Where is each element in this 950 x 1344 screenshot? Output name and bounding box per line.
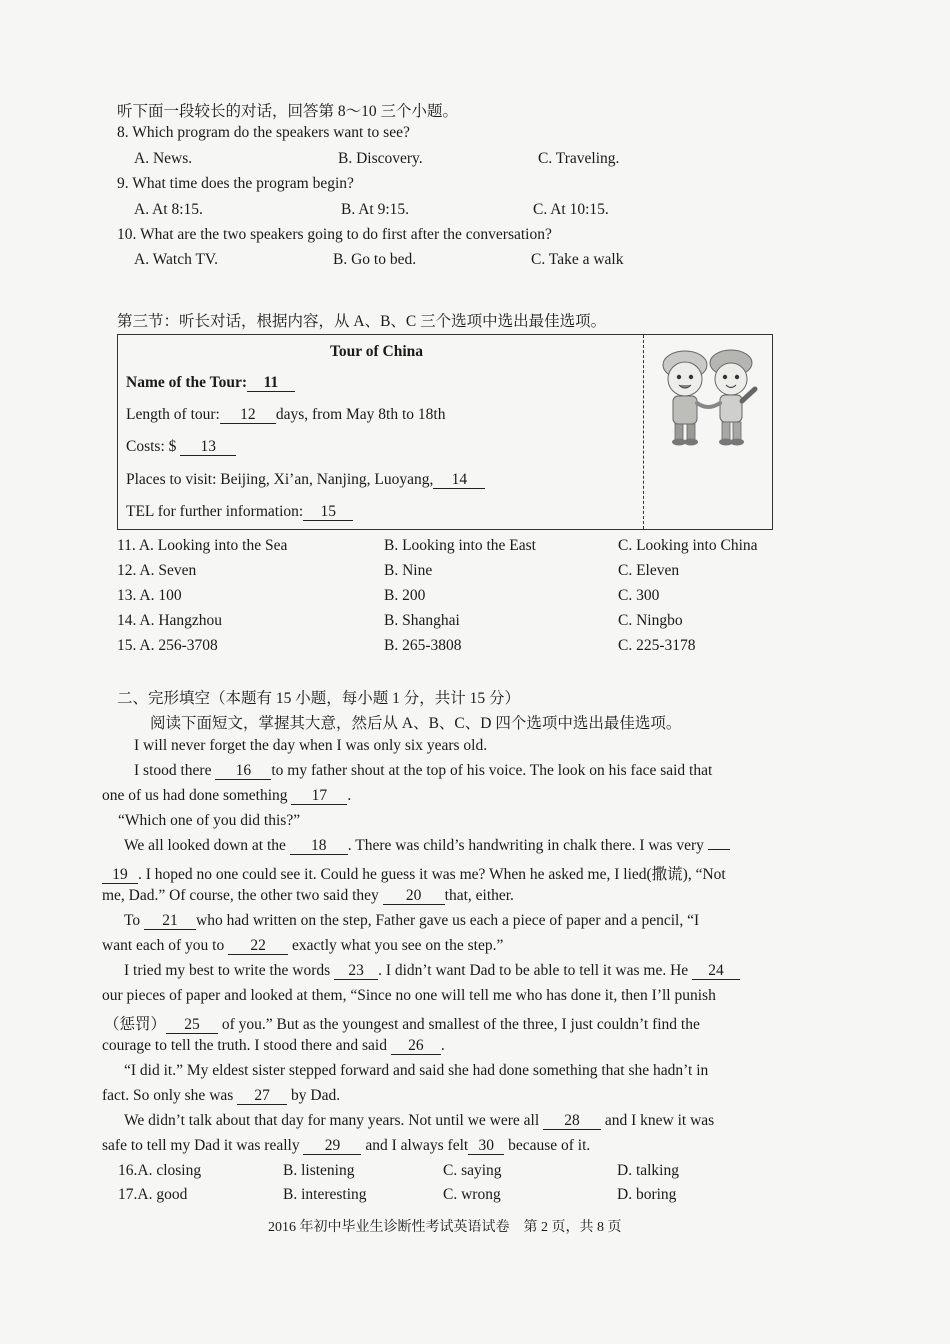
text-segment: . (347, 787, 352, 804)
tour-tel-row (126, 503, 353, 521)
tour-name-label: Name of the Tour: (126, 374, 247, 391)
tour-title: Tour of China (330, 343, 424, 360)
cloze-p3: “Which one of you did this?” (118, 812, 301, 829)
tour-costs-label: Costs: $ (126, 438, 177, 455)
text-segment: want each of you to (102, 937, 225, 954)
blank-19: 19 (102, 867, 138, 884)
text-segment: safe to tell my Dad it was really (102, 1137, 300, 1154)
cloze-line-13 (102, 1037, 445, 1055)
blank-14: 14 (433, 472, 485, 489)
text-segment: . I didn’t want Dad to be able to tell it was me. He (378, 962, 689, 979)
q10-option-b: B. Go to bed. (333, 251, 417, 268)
q14-option-b: B. Shanghai (384, 612, 460, 629)
q16-option-a: 16.A. closing (118, 1162, 202, 1179)
text-segment: me, Dad.” Of course, the other two said they (102, 887, 379, 904)
text-segment: To (124, 912, 141, 929)
q8-option-a: A. News. (134, 150, 193, 167)
blank-21: 21 (144, 913, 196, 930)
blank-18: 18 (290, 838, 348, 855)
text-segment: because of it. (508, 1137, 591, 1154)
section3-instruction: 第三节：听长对话，根据内容，从 A、B、C 三个选项中选出最佳选项。 (117, 313, 607, 330)
text-segment: exactly what you see on the step.” (292, 937, 504, 954)
question-8: 8. Which program do the speakers want to see? (117, 124, 410, 141)
cloze-line-2 (134, 762, 712, 780)
cloze-line-8 (124, 912, 699, 930)
q10-option-c: C. Take a walk (531, 251, 624, 268)
q8-option-b: B. Discovery. (338, 150, 423, 167)
text-segment: one of us had done something (102, 787, 288, 804)
blank-15: 15 (303, 504, 353, 521)
page-footer: 2016 年初中毕业生诊断性考试英语试卷 第 2 页，共 8 页 (268, 1220, 622, 1235)
tour-divider (643, 335, 644, 529)
cloze-instruction: 阅读下面短文，掌握其大意，然后从 A、B、C、D 四个选项中选出最佳选项。 (150, 715, 682, 732)
text-segment: . (440, 1037, 445, 1054)
blank-24: 24 (692, 963, 740, 980)
blank-23: 23 (334, 963, 378, 980)
q17-option-c: C. wrong (443, 1186, 501, 1203)
q9-option-c: C. At 10:15. (533, 201, 609, 218)
tour-info-box (117, 334, 773, 530)
text-segment: courage to tell the truth. I stood there and said (102, 1037, 387, 1054)
blank-26: 26 (391, 1038, 441, 1055)
question-10: 10. What are the two speakers going to do first after the conversation? (117, 226, 552, 243)
text-segment: by Dad. (291, 1087, 341, 1104)
q17-option-b: B. interesting (283, 1186, 367, 1203)
blank-22: 22 (228, 938, 288, 955)
text-segment: and I knew it was (604, 1112, 715, 1129)
q13-option-c: C. 300 (618, 587, 660, 604)
blank-13: 13 (180, 439, 236, 456)
tour-length-rest: days, from May 8th to 18th (275, 406, 446, 423)
cloze-line-11: our pieces of paper and looked at them, “Since no one will tell me who has done it, then I’ll punish (102, 987, 716, 1004)
tour-length-label: Length of tour: (126, 406, 220, 423)
q16-option-c: C. saying (443, 1162, 502, 1179)
text-segment: who had written on the step, Father gave us each a piece of paper and a pencil, “I (196, 912, 700, 929)
tour-places-row (126, 471, 485, 489)
cloze-heading: 二、完形填空（本题有 15 小题，每小题 1 分，共计 15 分） (117, 690, 521, 707)
blank-30: 30 (468, 1138, 504, 1155)
blank-17: 17 (291, 788, 347, 805)
q11-option-a: 11. A. Looking into the Sea (117, 537, 288, 554)
text-segment: We didn’t talk about that day for many years. Not until we were all (124, 1112, 540, 1129)
q15-option-a: 15. A. 256-3708 (117, 637, 218, 654)
text-segment: . I hoped no one could see it. Could he guess it was me? When he asked me, I lied(撒谎), “Not (138, 866, 726, 883)
blank-25: 25 (166, 1017, 218, 1034)
blank-11: 11 (247, 375, 295, 392)
tour-length-row (126, 406, 445, 424)
listening-instruction: 听下面一段较长的对话，回答第 8～10 三个小题。 (117, 103, 459, 120)
q16-option-d: D. talking (617, 1162, 679, 1179)
tour-places-label: Places to visit: Beijing, Xi’an, Nanjing, Luoyang, (126, 471, 434, 488)
q13-option-b: B. 200 (384, 587, 426, 604)
text-segment: I tried my best to write the words (124, 962, 331, 979)
q12-option-b: B. Nine (384, 562, 433, 579)
q10-option-a: A. Watch TV. (134, 251, 219, 268)
q12-option-c: C. Eleven (618, 562, 680, 579)
q9-option-a: A. At 8:15. (134, 201, 203, 218)
cloze-line-10 (124, 962, 740, 980)
tour-costs-row (126, 438, 236, 456)
q14-option-c: C. Ningbo (618, 612, 683, 629)
q14-option-a: 14. A. Hangzhou (117, 612, 223, 629)
text-segment: of you.” But as the youngest and smallest of the three, I just couldn’t find the (221, 1016, 700, 1033)
text-segment: and I always felt (365, 1137, 469, 1154)
text-segment: fact. So only she was (102, 1087, 234, 1104)
blank-16: 16 (215, 763, 271, 780)
blank-19-line-start (708, 849, 730, 850)
text-segment: We all looked down at the (124, 837, 286, 854)
cloze-line-7 (102, 887, 514, 905)
cloze-p1: I will never forget the day when I was only six years old. (134, 737, 488, 754)
text-segment: to my father shout at the top of his voice. The look on his face said that (271, 762, 713, 779)
question-9: 9. What time does the program begin? (117, 175, 354, 192)
blank-27: 27 (237, 1088, 287, 1105)
blank-20: 20 (383, 888, 445, 905)
kids-illustration (655, 341, 763, 451)
blank-29: 29 (303, 1138, 361, 1155)
cloze-line-9 (102, 937, 503, 955)
text-segment: . There was child’s handwriting in chalk there. I was very (347, 837, 704, 854)
text-segment: that, either. (444, 887, 514, 904)
cloze-line-3 (102, 787, 351, 805)
tour-name-row (126, 374, 295, 392)
q15-option-b: B. 265-3808 (384, 637, 462, 654)
q17-option-d: D. boring (617, 1186, 677, 1203)
q11-option-c: C. Looking into China (618, 537, 758, 554)
q13-option-a: 13. A. 100 (117, 587, 182, 604)
cloze-line-16 (124, 1112, 714, 1130)
cloze-line-14: “I did it.” My eldest sister stepped forward and said she had done something that she hadn’t in (124, 1062, 709, 1079)
q16-option-b: B. listening (283, 1162, 355, 1179)
cloze-line-17 (102, 1137, 590, 1155)
cloze-line-15 (102, 1087, 340, 1105)
blank-12: 12 (220, 407, 276, 424)
q12-option-a: 12. A. Seven (117, 562, 197, 579)
cloze-line-12 (104, 1012, 700, 1034)
text-segment: （惩罚） (104, 1016, 167, 1033)
q9-option-b: B. At 9:15. (341, 201, 410, 218)
blank-28: 28 (543, 1113, 601, 1130)
q17-option-a: 17.A. good (118, 1186, 188, 1203)
q15-option-c: C. 225-3178 (618, 637, 696, 654)
cloze-line-6 (102, 862, 726, 884)
q8-option-c: C. Traveling. (538, 150, 620, 167)
tour-tel-label: TEL for further information: (126, 503, 304, 520)
cloze-line-5 (124, 837, 730, 855)
text-segment: I stood there (134, 762, 212, 779)
q11-option-b: B. Looking into the East (384, 537, 536, 554)
